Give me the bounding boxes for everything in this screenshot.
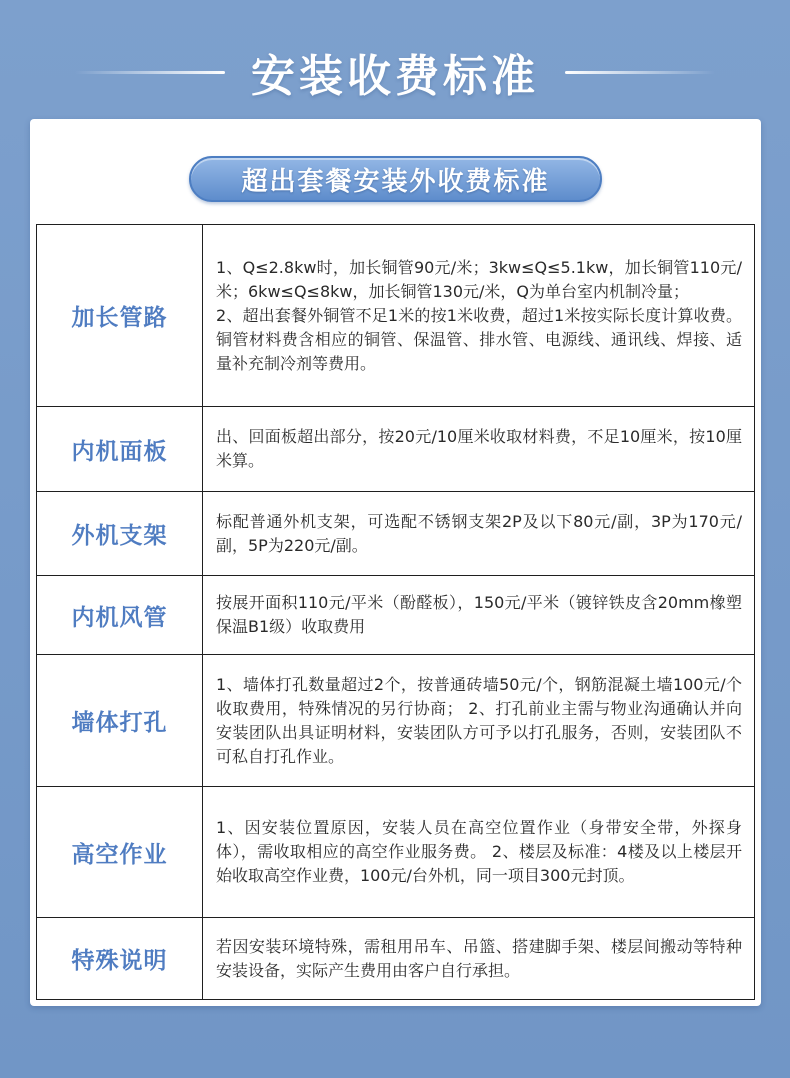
table-row: [37, 407, 755, 492]
description-cell: [203, 225, 755, 407]
description-cell: [203, 407, 755, 492]
table-row: [37, 492, 755, 576]
description-text: 1、墙体打孔数量超过2个，按普通砖墙50元/个，钢筋混凝土墙100元/个收取费用，特殊情况的另行协商； 2、打孔前业主需与物业沟通确认并向安装团队出具证明材料，安装团队方可予以打孔服务，否则，安装团队不可私自打孔作业。: [216, 674, 742, 766]
table-row: [37, 225, 755, 407]
description-cell: [203, 492, 755, 576]
description-text: 若因安装环境特殊，需租用吊车、吊篮、搭建脚手架、楼层间搬动等特种安装设备，实际产生费用由客户自行承担。: [216, 936, 742, 980]
description-cell: [203, 918, 755, 1000]
subheader-pill: [189, 156, 602, 202]
category-cell: 高空作业: [37, 787, 203, 918]
table-row: [37, 576, 755, 655]
table-row: [37, 655, 755, 787]
description-text: 1、因安装位置原因，安装人员在高空位置作业（身带安全带，外探身体），需收取相应的高空作业服务费。 2、楼层及标准：4楼及以上楼层开始收取高空作业费，100元/台外机，同一项目300元封顶。: [216, 818, 742, 885]
category-cell: 外机支架: [37, 492, 203, 576]
description-cell: [203, 655, 755, 787]
title-decor-line-left: [75, 71, 225, 74]
category-cell: 墙体打孔: [37, 655, 203, 787]
category-cell: 内机面板: [37, 407, 203, 492]
description-text: 按展开面积110元/平米（酚醛板），150元/平米（镀锌铁皮含20mm橡塑保温B1级）收取费用: [216, 593, 742, 636]
category-cell: 加长管路: [37, 225, 203, 407]
description-text: 出、回面板超出部分，按20元/10厘米收取材料费，不足10厘米，按10厘米算。: [216, 427, 742, 470]
table-row: [37, 918, 755, 1000]
description-text: 标配普通外机支架，可选配不锈钢支架2P及以下80元/副，3P为170元/副，5P为220元/副。: [216, 511, 742, 555]
fee-table: [36, 224, 755, 1000]
description-cell: [203, 787, 755, 918]
description-cell: [203, 576, 755, 655]
category-cell: 内机风管: [37, 576, 203, 655]
description-text: 1、Q≤2.8kw时，加长铜管90元/米；3kw≤Q≤5.1kw，加长铜管110元/米；6kw≤Q≤8kw，加长铜管130元/米，Q为单台室内机制冷量； 2、超出套餐外铜管不足1米的按1米收费，超过1米按实际长度计算收费。铜管材料费含相应的铜管、保温管、排水管、电源线、通讯线、焊接、适量补充制冷剂等费用。: [216, 257, 742, 373]
fee-card: [30, 119, 761, 1006]
category-cell: 特殊说明: [37, 918, 203, 1000]
table-row: [37, 787, 755, 918]
subheader-label: 超出套餐安装外收费标准: [241, 166, 550, 197]
page-header: [0, 40, 790, 104]
page-title: 安装收费标准: [251, 51, 539, 102]
title-decor-line-right: [565, 71, 715, 74]
